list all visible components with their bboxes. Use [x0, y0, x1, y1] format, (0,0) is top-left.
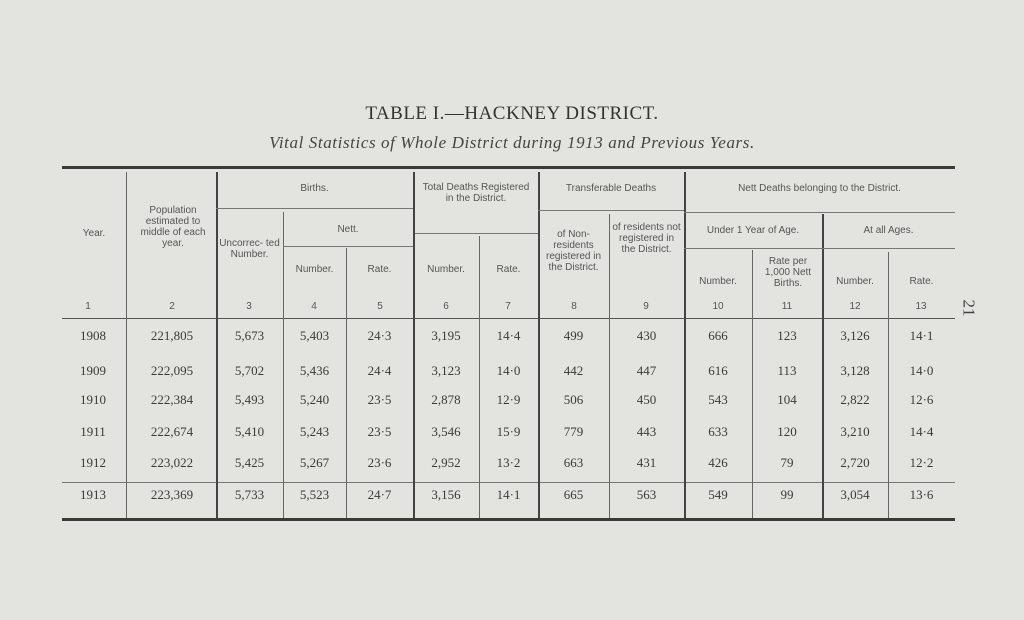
column-number: 10: [712, 301, 724, 312]
header-divider: [283, 246, 413, 247]
cell-year: 1909: [80, 363, 106, 378]
cell-non-residents: 442: [563, 363, 584, 378]
cell-non-residents: 663: [563, 455, 584, 470]
cell-population: 223,022: [150, 455, 194, 470]
cell-year: 1910: [80, 392, 106, 407]
column-number: 9: [643, 301, 649, 312]
cell-all-ages-number: 3,126: [840, 328, 870, 343]
cell-uncorrected-births: 5,673: [234, 328, 265, 343]
header-deaths-rate: Rate.: [496, 264, 521, 275]
cell-deaths-rate: 15·9: [496, 424, 521, 439]
header-deaths-number: Number.: [427, 264, 465, 275]
cell-nett-births-rate: 23·5: [367, 392, 392, 407]
cell-under-one-number: 549: [708, 487, 728, 502]
cell-under-one-number: 543: [708, 392, 728, 407]
page-number: 21: [959, 299, 979, 317]
header-transferable-deaths: Transferable Deaths: [565, 183, 657, 194]
column-divider: [346, 248, 347, 518]
header-divider: [684, 212, 955, 213]
header-births-rate: Rate.: [367, 264, 392, 275]
cell-residents-not-registered: 450: [636, 392, 657, 407]
header-under-one-rate: Rate per 1,000 Nett Births.: [764, 256, 812, 289]
header-population: Population estimated to middle of each year.: [140, 205, 206, 249]
cell-nett-births-number: 5,403: [299, 328, 330, 343]
cell-uncorrected-births: 5,425: [234, 455, 265, 470]
column-number: 8: [571, 301, 577, 312]
header-nett-deaths: Nett Deaths belonging to the District.: [738, 183, 901, 194]
cell-non-residents: 506: [563, 392, 584, 407]
cell-deaths-rate: 14·0: [496, 363, 521, 378]
cell-all-ages-rate: 14·0: [909, 363, 934, 378]
cell-under-one-rate: 113: [777, 363, 797, 378]
cell-year: 1911: [80, 424, 106, 439]
cell-all-ages-rate: 12·2: [909, 455, 934, 470]
cell-residents-not-registered: 563: [636, 487, 657, 502]
header-year: Year.: [82, 228, 106, 239]
header-nett: Nett.: [337, 224, 359, 235]
header-divider: [538, 210, 684, 211]
cell-under-one-number: 426: [708, 455, 728, 470]
cell-nett-births-number: 5,240: [299, 392, 330, 407]
cell-under-one-rate: 104: [777, 392, 797, 407]
cell-non-residents: 499: [563, 328, 584, 343]
cell-deaths-number: 3,195: [431, 328, 461, 343]
cell-uncorrected-births: 5,493: [234, 392, 265, 407]
header-under-one-year: Under 1 Year of Age.: [706, 225, 800, 236]
column-number: 2: [169, 301, 175, 312]
cell-population: 221,805: [150, 328, 194, 343]
header-total-deaths: Total Deaths Registered in the District.: [422, 182, 530, 204]
cell-all-ages-rate: 12·6: [909, 392, 934, 407]
cell-nett-births-rate: 23·5: [367, 424, 392, 439]
header-divider: [415, 233, 538, 234]
cell-all-ages-number: 2,720: [840, 455, 870, 470]
cell-under-one-rate: 79: [780, 455, 794, 470]
cell-under-one-number: 666: [708, 328, 728, 343]
cell-year: 1913: [80, 487, 106, 502]
cell-under-one-rate: 120: [777, 424, 797, 439]
column-number: 11: [781, 301, 793, 312]
header-births: Births.: [300, 183, 329, 194]
cell-uncorrected-births: 5,702: [234, 363, 265, 378]
column-number: 7: [505, 301, 511, 312]
cell-population: 223,369: [150, 487, 194, 502]
header-divider: [684, 248, 955, 249]
cell-all-ages-number: 2,822: [840, 392, 870, 407]
cell-population: 222,384: [150, 392, 194, 407]
header-all-ages-number: Number.: [836, 276, 874, 287]
column-number: 6: [443, 301, 449, 312]
cell-deaths-number: 3,546: [431, 424, 461, 439]
column-number: 12: [849, 301, 861, 312]
header-births-number: Number.: [295, 264, 334, 275]
column-number: 1: [85, 301, 91, 312]
cell-all-ages-number: 3,054: [840, 487, 870, 502]
cell-non-residents: 665: [563, 487, 584, 502]
cell-all-ages-rate: 13·6: [909, 487, 934, 502]
cell-nett-births-rate: 24·4: [367, 363, 392, 378]
cell-residents-not-registered: 447: [636, 363, 657, 378]
cell-all-ages-rate: 14·4: [909, 424, 934, 439]
cell-population: 222,095: [150, 363, 194, 378]
cell-nett-births-number: 5,523: [299, 487, 330, 502]
cell-under-one-number: 616: [708, 363, 728, 378]
cell-uncorrected-births: 5,410: [234, 424, 265, 439]
column-divider: [752, 250, 753, 518]
cell-deaths-number: 2,878: [431, 392, 461, 407]
cell-non-residents: 779: [563, 424, 584, 439]
table-subtitle: Vital Statistics of Whole District during 1913 and Previous Years.: [269, 133, 755, 152]
cell-year: 1908: [80, 328, 106, 343]
header-uncorrected-number: Uncorrec- ted Number.: [219, 238, 280, 260]
header-non-residents: of Non- residents registered in the District.: [545, 229, 602, 273]
cell-all-ages-number: 3,128: [840, 363, 870, 378]
cell-deaths-rate: 12·9: [496, 392, 521, 407]
header-residents-not-registered: of residents not registered in the District.: [612, 222, 681, 255]
cell-uncorrected-births: 5,733: [234, 487, 265, 502]
header-under-one-number: Number.: [699, 276, 737, 287]
cell-nett-births-rate: 23·6: [367, 455, 392, 470]
cell-deaths-number: 2,952: [431, 455, 461, 470]
cell-nett-births-number: 5,267: [299, 455, 330, 470]
header-all-ages-rate: Rate.: [909, 276, 934, 287]
top-rule: [62, 166, 955, 169]
cell-deaths-rate: 13·2: [496, 455, 521, 470]
column-number: 5: [377, 301, 383, 312]
header-at-all-ages: At all Ages.: [863, 225, 914, 236]
cell-deaths-number: 3,123: [431, 363, 461, 378]
column-number: 13: [915, 301, 927, 312]
cell-nett-births-number: 5,243: [299, 424, 330, 439]
cell-nett-births-number: 5,436: [299, 363, 330, 378]
cell-nett-births-rate: 24·7: [367, 487, 392, 502]
table-title: TABLE I.—HACKNEY DISTRICT.: [365, 103, 659, 124]
cell-under-one-number: 633: [708, 424, 728, 439]
cell-population: 222,674: [150, 424, 194, 439]
cell-under-one-rate: 123: [777, 328, 797, 343]
cell-deaths-rate: 14·4: [496, 328, 521, 343]
cell-nett-births-rate: 24·3: [367, 328, 392, 343]
column-divider: [126, 172, 127, 518]
cell-deaths-number: 3,156: [431, 487, 461, 502]
bottom-rule: [62, 518, 955, 521]
cell-all-ages-number: 3,210: [840, 424, 870, 439]
header-divider: [216, 208, 413, 209]
cell-residents-not-registered: 431: [636, 455, 657, 470]
cell-residents-not-registered: 443: [636, 424, 657, 439]
column-number: 4: [311, 301, 317, 312]
column-divider: [888, 252, 889, 518]
cell-all-ages-rate: 14·1: [909, 328, 934, 343]
cell-deaths-rate: 14·1: [496, 487, 521, 502]
cell-year: 1912: [80, 455, 106, 470]
cell-residents-not-registered: 430: [636, 328, 657, 343]
cell-under-one-rate: 99: [780, 487, 794, 502]
column-number: 3: [246, 301, 252, 312]
